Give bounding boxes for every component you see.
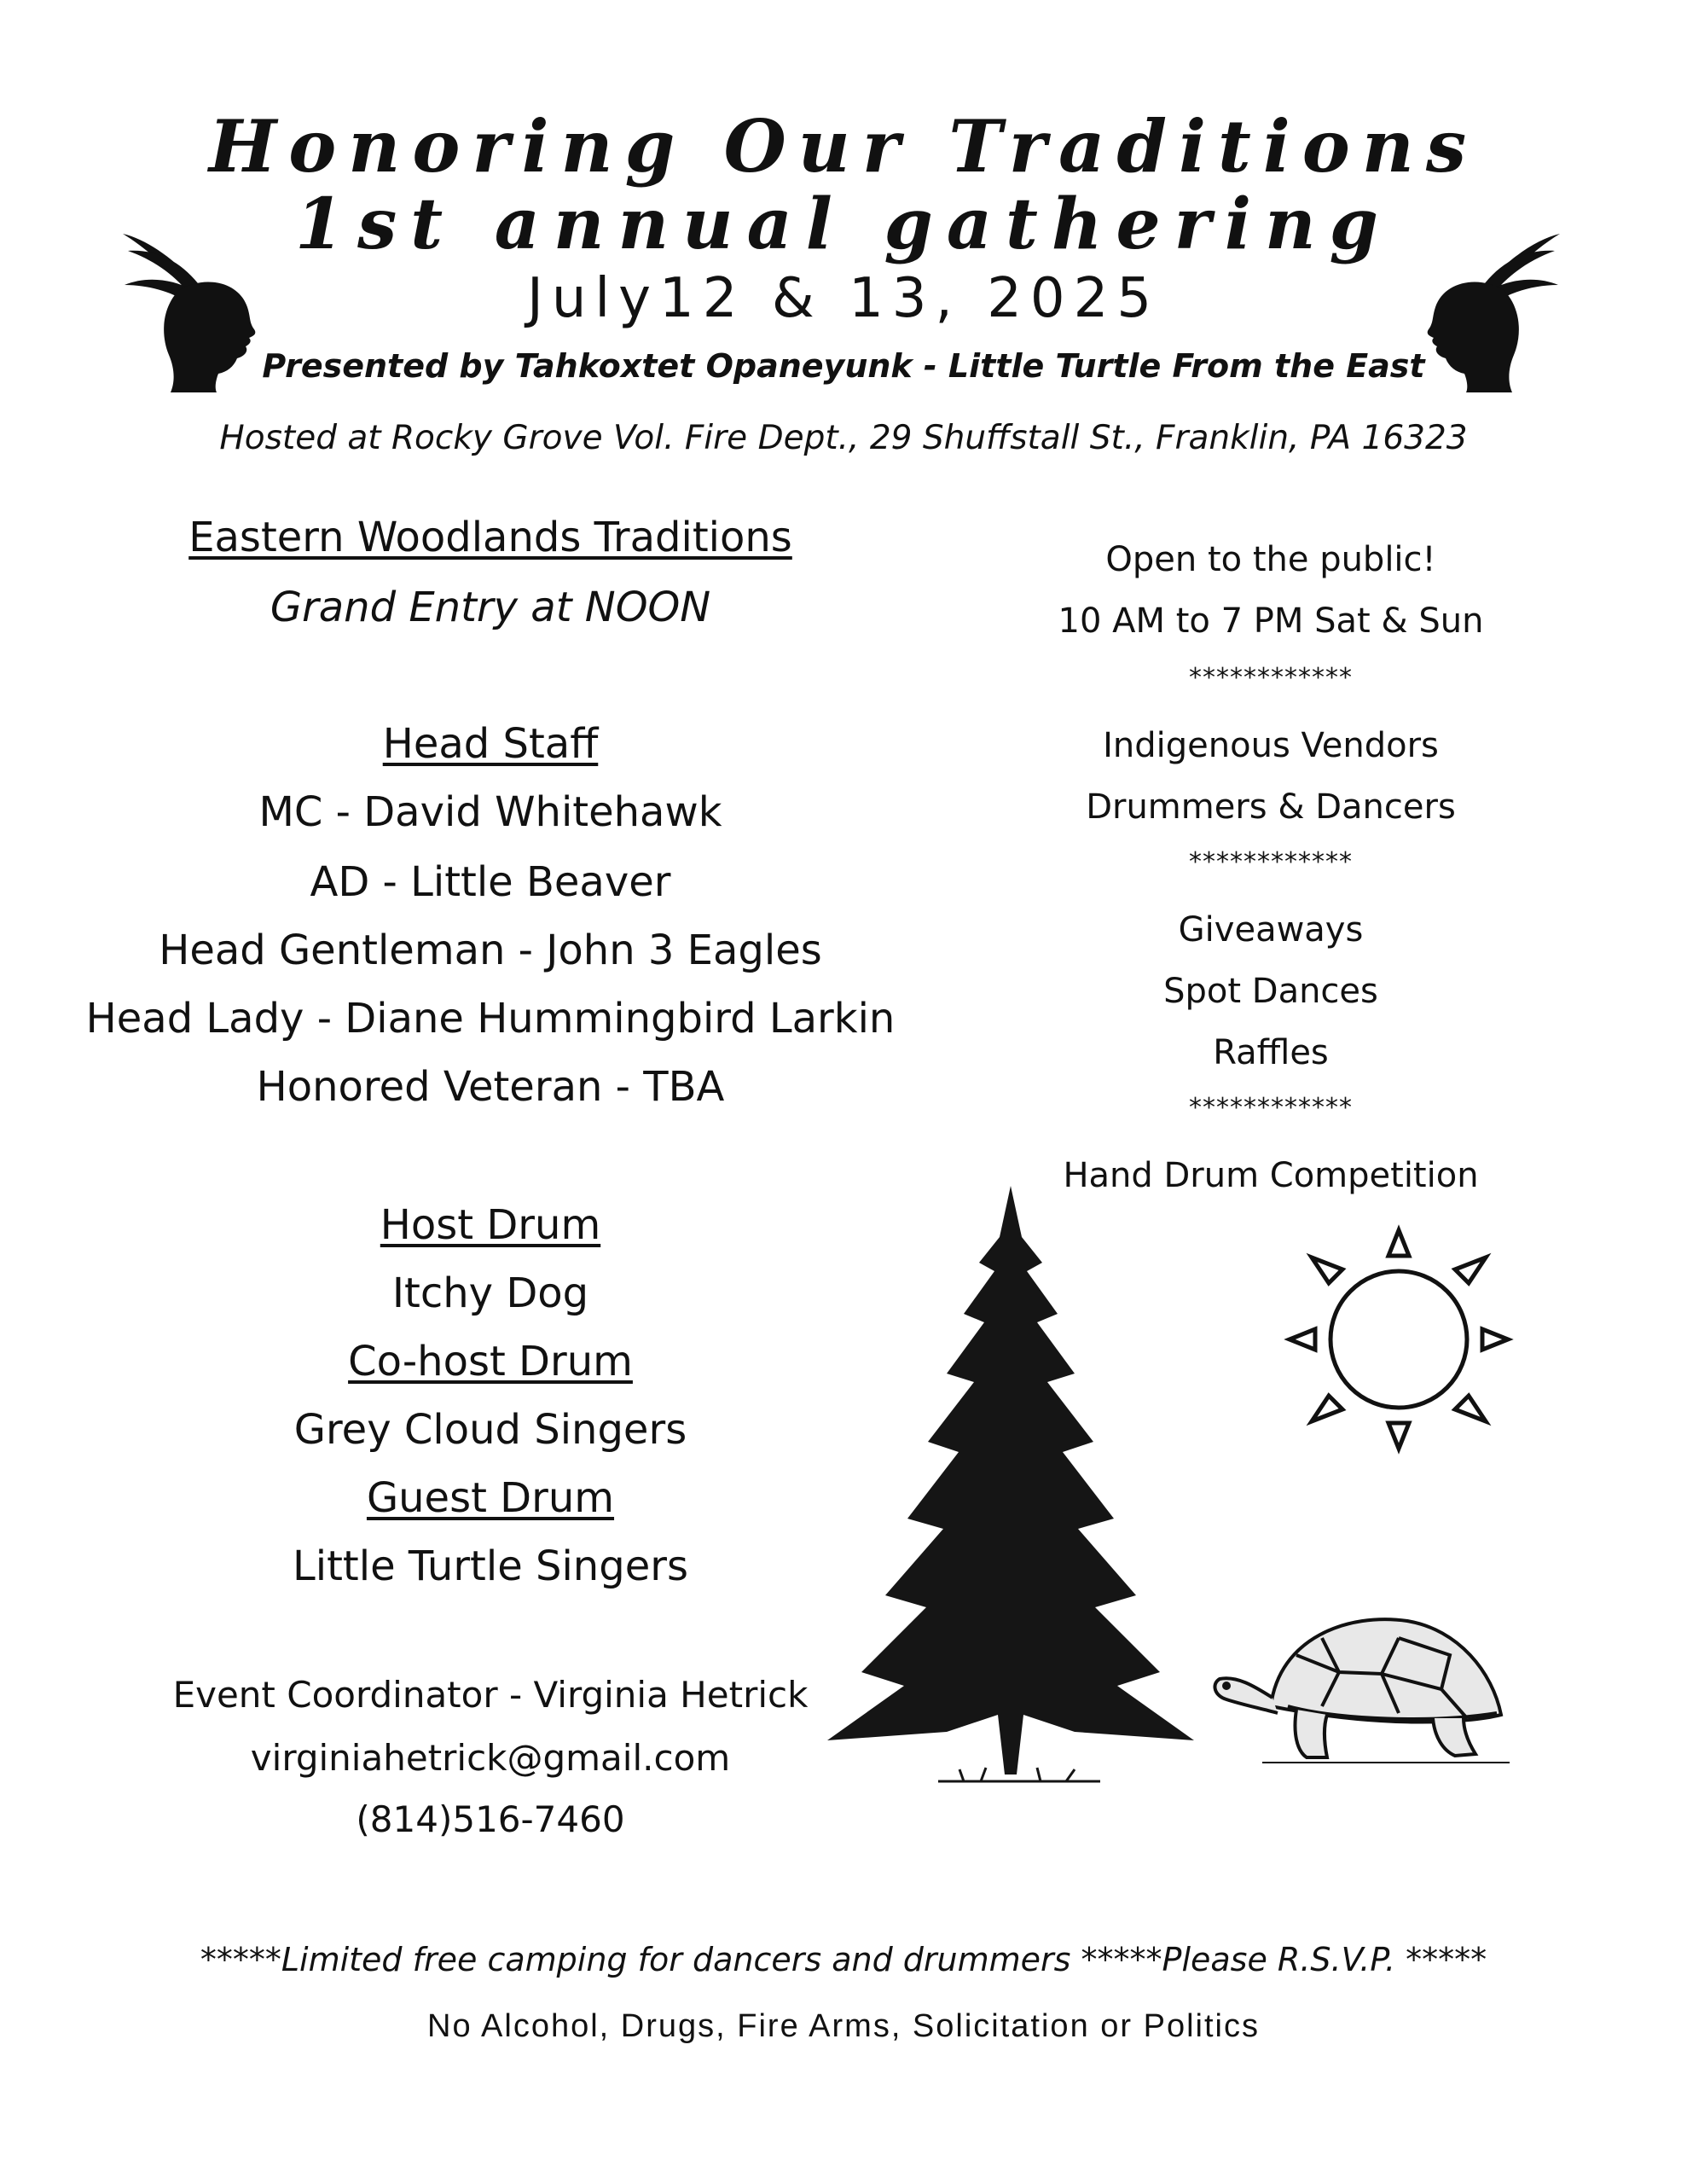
head-staff-heading: Head Staff xyxy=(382,720,599,768)
guest-drum: Little Turtle Singers xyxy=(293,1542,688,1590)
cohost-drum: Grey Cloud Singers xyxy=(293,1406,687,1454)
left-head-silhouette-icon xyxy=(119,222,269,392)
separator: ************ xyxy=(1189,1093,1353,1123)
right-head-silhouette-icon xyxy=(1414,222,1563,392)
head-staff-gentleman: Head Gentleman - John 3 Eagles xyxy=(159,926,822,974)
guest-drum-heading: Guest Drum xyxy=(366,1474,615,1522)
grand-entry: Grand Entry at NOON xyxy=(270,584,711,631)
traditions-heading: Eastern Woodlands Traditions xyxy=(188,514,792,561)
open-to-public: Open to the public! xyxy=(1105,540,1436,579)
event-subtitle: 1st annual gathering xyxy=(295,183,1392,265)
turtle-icon xyxy=(1211,1604,1518,1774)
drummers-dancers: Drummers & Dancers xyxy=(1086,787,1456,827)
event-dates: July12 & 13, 2025 xyxy=(526,267,1161,330)
separator: ************ xyxy=(1189,847,1353,877)
separator: ************ xyxy=(1189,663,1353,693)
head-staff-veteran: Honored Veteran - TBA xyxy=(256,1063,725,1111)
presented-by: Presented by Tahkoxtet Opaneyunk - Little Turtle From the East xyxy=(262,347,1425,385)
event-title: Honoring Our Traditions xyxy=(208,104,1479,189)
coordinator-phone[interactable]: (814)516-7460 xyxy=(356,1798,625,1840)
coordinator-email[interactable]: virginiahetrick@gmail.com xyxy=(250,1737,731,1779)
raffles: Raffles xyxy=(1213,1033,1329,1072)
head-staff-mc: MC - David Whitehawk xyxy=(258,788,722,836)
hand-drum-competition: Hand Drum Competition xyxy=(1063,1156,1479,1195)
event-rules: No Alcohol, Drugs, Fire Arms, Solicitation or Politics xyxy=(427,2008,1260,2044)
sun-icon xyxy=(1279,1220,1518,1459)
host-drum: Itchy Dog xyxy=(391,1269,589,1317)
camping-notice: *****Limited free camping for dancers and drummers *****Please R.S.V.P. ***** xyxy=(200,1941,1487,1978)
head-staff-lady: Head Lady - Diane Hummingbird Larkin xyxy=(85,995,896,1043)
indigenous-vendors: Indigenous Vendors xyxy=(1103,726,1439,765)
hosted-at: Hosted at Rocky Grove Vol. Fire Dept., 29 Shuffstall St., Franklin, PA 16323 xyxy=(219,419,1468,457)
event-coordinator: Event Coordinator - Virginia Hetrick xyxy=(172,1674,809,1716)
cohost-drum-heading: Co-host Drum xyxy=(348,1338,633,1385)
host-drum-heading: Host Drum xyxy=(380,1201,601,1249)
open-hours: 10 AM to 7 PM Sat & Sun xyxy=(1058,601,1484,641)
spot-dances: Spot Dances xyxy=(1163,972,1378,1011)
head-staff-ad: AD - Little Beaver xyxy=(310,858,671,906)
pine-tree-icon xyxy=(819,1186,1203,1792)
giveaways: Giveaways xyxy=(1178,910,1364,950)
